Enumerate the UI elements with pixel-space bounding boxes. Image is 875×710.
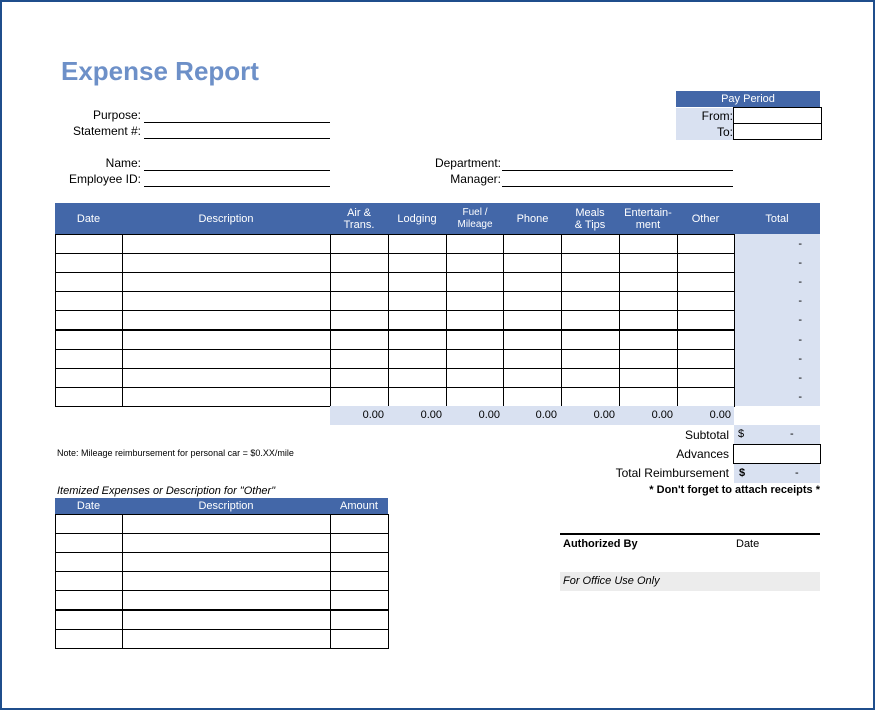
expense-cell[interactable] xyxy=(330,368,389,388)
itemized-col-date: Date xyxy=(55,498,122,514)
expense-cell[interactable] xyxy=(388,368,447,388)
expense-cell[interactable] xyxy=(677,387,735,407)
col-other: Other xyxy=(691,212,720,225)
total-value: - xyxy=(795,467,799,479)
itemized-col-amount: Amount xyxy=(330,498,388,514)
expense-cell[interactable] xyxy=(561,253,620,273)
expense-cell[interactable] xyxy=(55,310,123,330)
pay-period-from-field[interactable] xyxy=(733,107,822,124)
expense-cell[interactable] xyxy=(330,310,389,330)
expense-cell[interactable] xyxy=(122,330,331,350)
itemized-cell[interactable] xyxy=(122,514,331,534)
auth-date-label: Date xyxy=(736,538,760,550)
col-date: Date xyxy=(76,212,101,225)
expense-cell[interactable] xyxy=(122,253,331,273)
itemized-cell[interactable] xyxy=(55,629,123,649)
itemized-cell[interactable] xyxy=(122,610,331,630)
itemized-cell[interactable] xyxy=(122,533,331,553)
expense-cell[interactable] xyxy=(503,368,562,388)
expense-table-header xyxy=(55,203,820,234)
column-sum-value: 0.00 xyxy=(651,409,673,421)
expense-cell[interactable] xyxy=(619,253,678,273)
itemized-cell[interactable] xyxy=(55,590,123,610)
expense-cell[interactable] xyxy=(677,349,735,369)
column-sum-value: 0.00 xyxy=(420,409,442,421)
col-entertainment xyxy=(619,203,677,234)
col-description: Description xyxy=(198,212,254,225)
itemized-title: Itemized Expenses or Description for "Other" xyxy=(57,485,276,497)
manager-field[interactable] xyxy=(502,186,733,187)
purpose-field[interactable] xyxy=(144,122,330,123)
name-field[interactable] xyxy=(144,170,330,171)
expense-cell[interactable] xyxy=(619,291,678,311)
expense-cell[interactable] xyxy=(446,310,504,330)
itemized-cell[interactable] xyxy=(122,571,331,591)
department-label: Department: xyxy=(434,156,501,170)
subtotal-currency: $ xyxy=(738,428,745,440)
subtotal-value: - xyxy=(790,428,794,440)
itemized-cell[interactable] xyxy=(330,571,389,591)
expense-cell[interactable] xyxy=(446,368,504,388)
expense-cell[interactable] xyxy=(619,272,678,292)
expense-cell[interactable] xyxy=(446,291,504,311)
itemized-cell[interactable] xyxy=(55,533,123,553)
employee-id-label: Employee ID: xyxy=(68,172,141,186)
expense-cell[interactable] xyxy=(122,387,331,407)
manager-label: Manager: xyxy=(450,172,501,186)
advances-field[interactable] xyxy=(733,444,821,464)
expense-cell[interactable] xyxy=(122,310,331,330)
expense-cell[interactable] xyxy=(55,234,123,254)
expense-cell[interactable] xyxy=(330,291,389,311)
expense-cell[interactable] xyxy=(388,330,447,350)
row-total-value: - xyxy=(798,257,802,270)
column-sum-value: 0.00 xyxy=(709,409,731,421)
itemized-cell[interactable] xyxy=(330,610,389,630)
expense-cell[interactable] xyxy=(388,310,447,330)
col-total: Total xyxy=(765,212,789,225)
column-sum-value: 0.00 xyxy=(593,409,615,421)
expense-cell[interactable] xyxy=(561,330,620,350)
expense-cell[interactable] xyxy=(561,310,620,330)
total-reimbursement-cell xyxy=(734,464,820,483)
expense-cell[interactable] xyxy=(388,387,447,407)
row-total-value: - xyxy=(798,314,802,327)
col-meals-line1: Meals xyxy=(575,206,605,219)
expense-cell[interactable] xyxy=(503,253,562,273)
expense-cell[interactable] xyxy=(388,291,447,311)
expense-cell[interactable] xyxy=(388,253,447,273)
expense-cell[interactable] xyxy=(330,349,389,369)
name-label: Name: xyxy=(105,156,141,170)
statement-field[interactable] xyxy=(144,138,330,139)
expense-cell[interactable] xyxy=(619,330,678,350)
pay-period-from-label: From: xyxy=(676,108,733,124)
pay-period-to-label: To: xyxy=(676,124,733,140)
col-fuel-mileage xyxy=(446,203,504,234)
expense-cell[interactable] xyxy=(677,330,735,350)
row-total-value: - xyxy=(798,238,802,250)
mileage-note: Note: Mileage reimbursement for personal car = $0.XX/mile xyxy=(57,448,294,458)
expense-cell[interactable] xyxy=(503,310,562,330)
col-ent-line1: Entertain- xyxy=(624,206,672,219)
expense-cell[interactable] xyxy=(503,234,562,254)
col-lodging: Lodging xyxy=(397,212,437,225)
col-meals-line2: & Tips xyxy=(574,218,606,231)
expense-cell[interactable] xyxy=(55,368,123,388)
expense-cell[interactable] xyxy=(330,330,389,350)
expense-cell[interactable] xyxy=(330,253,389,273)
expense-cell[interactable] xyxy=(503,349,562,369)
expense-cell[interactable] xyxy=(55,330,123,350)
expense-cell[interactable] xyxy=(619,349,678,369)
expense-cell[interactable] xyxy=(619,387,678,407)
col-fuel-line2: Mileage xyxy=(457,218,493,230)
col-air-line2: Trans. xyxy=(343,218,375,231)
pay-period-header: Pay Period xyxy=(676,91,820,107)
advances-label: Advances xyxy=(676,447,729,461)
expense-cell[interactable] xyxy=(330,387,389,407)
expense-cell[interactable] xyxy=(330,234,389,254)
col-fuel-line1: Fuel / xyxy=(462,206,488,218)
expense-cell[interactable] xyxy=(122,368,331,388)
authorization-rule xyxy=(560,533,820,535)
expense-cell[interactable] xyxy=(388,349,447,369)
expense-cell[interactable] xyxy=(561,349,620,369)
itemized-cell[interactable] xyxy=(330,552,389,572)
itemized-cell[interactable] xyxy=(55,610,123,630)
expense-cell[interactable] xyxy=(677,272,735,292)
col-air-line1: Air & xyxy=(347,206,371,219)
expense-cell[interactable] xyxy=(122,349,331,369)
itemized-cell[interactable] xyxy=(55,514,123,534)
row-total-value: - xyxy=(798,352,802,365)
expense-cell[interactable] xyxy=(446,253,504,273)
expense-cell[interactable] xyxy=(122,291,331,311)
expense-cell[interactable] xyxy=(677,234,735,254)
total-currency: $ xyxy=(739,467,746,479)
expense-cell[interactable] xyxy=(446,387,504,407)
expense-cell[interactable] xyxy=(388,272,447,292)
itemized-cell[interactable] xyxy=(330,629,389,649)
expense-cell[interactable] xyxy=(55,387,123,407)
expense-cell[interactable] xyxy=(388,234,447,254)
expense-cell[interactable] xyxy=(55,253,123,273)
expense-cell[interactable] xyxy=(122,272,331,292)
expense-cell[interactable] xyxy=(55,291,123,311)
purpose-label: Purpose: xyxy=(92,108,141,122)
expense-cell[interactable] xyxy=(55,272,123,292)
expense-cell[interactable] xyxy=(561,368,620,388)
expense-cell[interactable] xyxy=(503,330,562,350)
itemized-col-description: Description xyxy=(122,498,330,514)
expense-cell[interactable] xyxy=(446,234,504,254)
expense-cell[interactable] xyxy=(561,234,620,254)
row-total-value: - xyxy=(798,295,802,308)
expense-cell[interactable] xyxy=(330,272,389,292)
itemized-cell[interactable] xyxy=(55,552,123,572)
itemized-cell[interactable] xyxy=(122,629,331,649)
expense-cell[interactable] xyxy=(561,291,620,311)
expense-cell[interactable] xyxy=(446,272,504,292)
row-total-value: - xyxy=(798,390,802,403)
expense-cell[interactable] xyxy=(677,310,735,330)
expense-cell[interactable] xyxy=(503,291,562,311)
col-air-trans xyxy=(330,203,388,234)
itemized-cell[interactable] xyxy=(122,590,331,610)
expense-cell[interactable] xyxy=(503,272,562,292)
itemized-cell[interactable] xyxy=(330,590,389,610)
expense-cell[interactable] xyxy=(561,272,620,292)
itemized-cell[interactable] xyxy=(330,533,389,553)
expense-cell[interactable] xyxy=(619,368,678,388)
expense-cell[interactable] xyxy=(561,387,620,407)
expense-cell[interactable] xyxy=(619,234,678,254)
column-sum-value: 0.00 xyxy=(535,409,557,421)
department-field[interactable] xyxy=(502,170,733,171)
expense-cell[interactable] xyxy=(619,310,678,330)
expense-cell[interactable] xyxy=(503,387,562,407)
col-ent-line2: ment xyxy=(635,218,661,231)
itemized-cell[interactable] xyxy=(122,552,331,572)
authorized-by-label: Authorized By xyxy=(563,538,638,550)
office-use-label: For Office Use Only xyxy=(563,575,660,587)
expense-cell[interactable] xyxy=(55,349,123,369)
column-sum-value: 0.00 xyxy=(362,409,384,421)
receipts-note: * Don't forget to attach receipts * xyxy=(649,484,820,496)
statement-label: Statement #: xyxy=(72,124,141,138)
row-total-value: - xyxy=(798,371,802,384)
pay-period-to-field[interactable] xyxy=(733,123,822,140)
expense-cell[interactable] xyxy=(677,368,735,388)
row-total-value: - xyxy=(798,333,802,346)
employee-id-field[interactable] xyxy=(144,186,330,187)
expense-cell[interactable] xyxy=(122,234,331,254)
total-reimbursement-label: Total Reimbursement xyxy=(615,466,729,480)
col-meals-tips xyxy=(561,203,619,234)
itemized-cell[interactable] xyxy=(55,571,123,591)
expense-cell[interactable] xyxy=(677,291,735,311)
subtotal-label: Subtotal xyxy=(684,428,729,442)
subtotal-cell xyxy=(734,425,820,444)
expense-cell[interactable] xyxy=(446,349,504,369)
report-title: Expense Report xyxy=(61,56,259,86)
itemized-cell[interactable] xyxy=(330,514,389,534)
row-total-value: - xyxy=(798,276,802,289)
expense-cell[interactable] xyxy=(446,330,504,350)
col-phone: Phone xyxy=(516,212,549,225)
expense-cell[interactable] xyxy=(677,253,735,273)
column-sum-value: 0.00 xyxy=(478,409,500,421)
